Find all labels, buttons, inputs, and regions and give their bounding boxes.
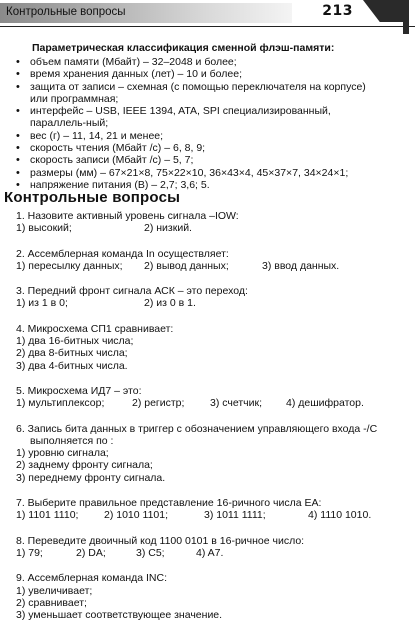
question-text: 4. Микросхема СП1 сравнивает:	[16, 322, 174, 335]
params-item: • время хранения данных (лет) – 10 и более;	[16, 68, 386, 80]
question-text-continued: выполняется по :	[30, 434, 114, 447]
option: 2) из 0 в 1.	[144, 297, 196, 310]
options-row	[16, 547, 406, 559]
option: 4) дешифратор.	[286, 397, 364, 410]
option: 1) увеличивает;	[16, 584, 93, 597]
option: 1) уровню сигнала;	[16, 447, 109, 460]
params-list	[16, 56, 386, 191]
question-text: 8. Переведите двоичный код 1100 0101 в 16-ричное число:	[16, 534, 305, 547]
question-text: 3. Передний фронт сигнала АСК – это переход:	[16, 285, 248, 298]
option: 1) высокий;	[16, 222, 72, 235]
page-header	[0, 0, 415, 27]
params-item: • интерфейс – USB, IEEE 1394, ATA, SPI специализированный, параллель-ный;	[16, 105, 386, 130]
options-row	[16, 222, 406, 234]
header-title: Контрольные вопросы	[6, 6, 126, 18]
question-7	[16, 497, 406, 522]
question-text: 7. Выберите правильное представление 16-ричного числа EA:	[16, 497, 322, 510]
option: 1) 79;	[16, 546, 43, 559]
params-item: • объем памяти (Мбайт) – 32–2048 и более;	[16, 56, 386, 68]
option: 4) A7.	[196, 546, 224, 559]
params-title: Параметрическая классификация сменной флэш-памяти:	[32, 42, 335, 54]
options-column	[16, 585, 406, 622]
option: 1) из 1 в 0;	[16, 297, 68, 310]
options-column	[16, 447, 406, 484]
question-text: 5. Микросхема ИД7 – это:	[16, 384, 142, 397]
question-5	[16, 385, 406, 410]
option: 3) два 4-битных числа.	[16, 359, 128, 372]
options-row	[16, 397, 406, 409]
option: 2) 1010 1101;	[104, 509, 169, 522]
option: 1) 1101 1110;	[16, 509, 79, 522]
option: 2) регистр;	[132, 397, 185, 410]
options-row	[16, 509, 406, 521]
option: 3) переднему фронту сигнала.	[16, 471, 166, 484]
option: 2) сравнивает;	[16, 596, 87, 609]
question-2	[16, 248, 406, 273]
options-column	[16, 335, 406, 372]
option: 4) 1110 1010.	[308, 509, 372, 522]
question-1	[16, 210, 406, 235]
option: 3) счетчик;	[210, 397, 263, 410]
option: 2) низкий.	[144, 222, 192, 235]
params-item: • скорость записи (Мбайт /с) – 5, 7;	[16, 154, 386, 166]
option: 1) мультиплексор;	[16, 397, 105, 410]
corner-tab-edge	[403, 0, 409, 34]
option: 3) 1011 1111;	[204, 509, 266, 522]
option: 3) C5;	[136, 546, 165, 559]
corner-tab-decoration	[363, 0, 405, 22]
params-item: • размеры (мм) – 67×21×8, 75×22×10, 36×43×4, 45×37×7, 34×24×1;	[16, 167, 386, 179]
option: 2) заднему фронту сигнала;	[16, 459, 153, 472]
section-title: Контрольные вопросы	[4, 189, 181, 206]
question-4	[16, 323, 406, 372]
question-text: 9. Ассемблерная команда INC:	[16, 572, 167, 585]
params-item: • вес (г) – 11, 14, 21 и менее;	[16, 130, 386, 142]
option: 2) DA;	[76, 546, 106, 559]
option: 3) ввод данных.	[262, 259, 340, 272]
option: 2) два 8-битных числа;	[16, 347, 128, 360]
question-3	[16, 285, 406, 310]
option: 2) вывод данных;	[144, 259, 229, 272]
question-text: 2. Ассемблерная команда In осуществляет:	[16, 247, 229, 260]
question-8	[16, 535, 406, 560]
params-item: • напряжение питания (В) – 2,7; 3,6; 5.	[16, 179, 386, 191]
question-text: 6. Запись бита данных в триггер с обозначением управляющего входа -/С	[16, 422, 378, 435]
options-row	[16, 260, 406, 272]
options-row	[16, 297, 406, 309]
params-item: • скорость чтения (Мбайт /с) – 6, 8, 9;	[16, 142, 386, 154]
question-9	[16, 572, 406, 621]
option: 1) два 16-битных числа;	[16, 335, 134, 348]
questions-list	[16, 210, 406, 634]
option: 1) пересылку данных;	[16, 259, 123, 272]
page-number: 213	[322, 3, 353, 19]
option: 3) уменьшает соответствующее значение.	[16, 609, 223, 622]
question-6	[16, 423, 406, 484]
params-item: • защита от записи – схемная (с помощью переключателя на корпусе) или программная;	[16, 81, 386, 106]
question-text: 1. Назовите активный уровень сигнала –IOW:	[16, 210, 239, 222]
